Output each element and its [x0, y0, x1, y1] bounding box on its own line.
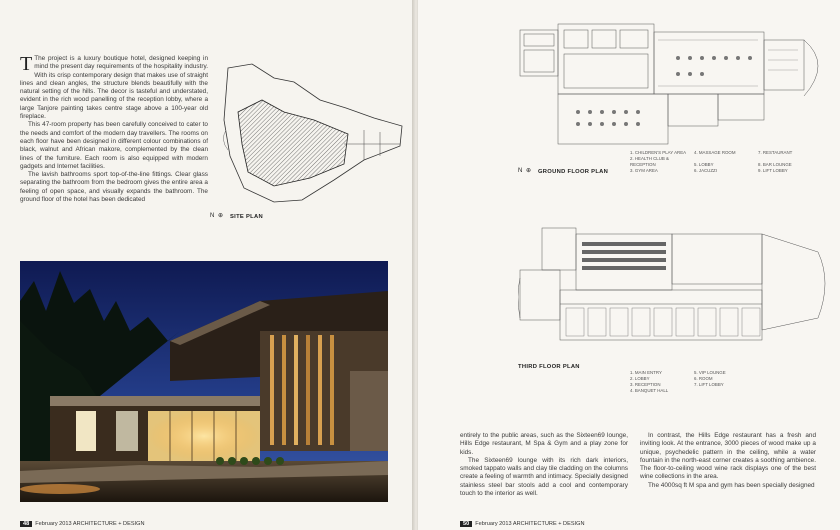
- third-floor-plan-label: THIRD FLOOR PLAN: [518, 364, 580, 370]
- legend-item: 2. LOBBY: [630, 376, 650, 381]
- legend-item: 4. BANQUET HALL: [630, 388, 669, 393]
- article-paragraph: In contrast, the Hills Edge restaurant has a fresh and inviting look. At the entrance, 3000 pieces of wood make up a unique, psychedelic pattern in the ceiling, while a water fountain in the north-east corner creates a soothing ambience. The floor-to-ceiling wood wine rack displays one of the best wine collections in the area.: [640, 432, 816, 481]
- hotel-night-photo: [20, 261, 388, 502]
- legend-item: 4. MASSAGE ROOM: [694, 150, 736, 155]
- drop-cap: T: [20, 53, 33, 75]
- article-paragraph: The 4000sq ft M spa and gym has been specially designed: [648, 481, 815, 489]
- legend-item: 7. LIFT LOBBY: [694, 382, 724, 387]
- legend-item: 7. RESTAURANT: [758, 150, 793, 155]
- article-paragraph: entirely to the public areas, such as the Sixteen69 lounge, Hills Edge restaurant, M Spa & Gym and a play zone for kids.: [460, 432, 628, 456]
- article-paragraph: The lavish bathrooms sport top-of-the-line fittings. Clear glass separating the bathroom from the bedroom gives the entire area a feeling of open space, and visually expands the bathroom. The ground floor of the hotel has been dedicated: [20, 171, 208, 204]
- article-paragraph-text: The project is a luxury boutique hotel, designed keeping in mind the present day requirements of the hospitality industry. With its crisp contemporary design that makes use of straight lines and clean angles, the structure blends beautifully with the natural setting of the hills. The decor is tasteful and understated, evident in the rich wood panelling of the reception lobby, where a large Tanjore painting takes centre stage above a 100-year old fireplace.: [20, 55, 208, 121]
- right-page: [418, 0, 840, 530]
- north-arrow-glyph: ⊕: [218, 213, 224, 219]
- third-floor-legend: [630, 370, 770, 394]
- ground-floor-legend: [630, 150, 830, 174]
- legend-item: 9. LIFT LOBBY: [758, 168, 788, 173]
- ground-floor-plan-label: GROUND FLOOR PLAN: [538, 169, 609, 175]
- legend-item: 6. JACUZZI: [694, 168, 717, 173]
- legend-item: 5. VIP LOUNGE: [694, 370, 726, 375]
- article-body-right-col2: [640, 432, 816, 490]
- legend-item: 2. HEALTH CLUB & RECEPTION: [630, 156, 669, 167]
- north-arrow: N: [210, 213, 215, 219]
- legend-item: 3. RECEPTION: [630, 382, 661, 387]
- article-body-right-col1: [460, 432, 628, 498]
- footer-text: February 2013 ARCHITECTURE + DESIGN: [35, 521, 145, 527]
- article-paragraph: The Sixteen69 lounge with its rich dark interiors, smoked tappato walls and clay tile cladding on the columns create a feeling of warmth and intimacy. Specially designed stainless steel bar stools add a cool and contemporary touch to the interior as well.: [460, 456, 628, 498]
- ground-floor-plan-drawing: [518, 20, 834, 152]
- third-floor-plan-drawing: [518, 222, 834, 354]
- page-number: 48: [20, 521, 32, 527]
- article-paragraph: This 47-room property has been carefully conceived to cater to the needs and comfort of the modern day travellers. The rooms on each floor have been designed in different colour combinations of black, walnut and African makore, complemented by the clean lines of the furniture. Each room is also equipped with modern gadgets and Internet facilities.: [20, 121, 208, 170]
- legend-item: 1. CHILDREN'S PLAY AREA: [630, 150, 687, 155]
- article-paragraph: [20, 55, 208, 121]
- article-body-left: [20, 55, 208, 204]
- legend-item: 1. MAIN ENTRY: [630, 370, 662, 375]
- site-plan-label: SITE PLAN: [230, 214, 263, 220]
- legend-item: 8. BAR LOUNGE: [758, 162, 792, 167]
- north-arrow-glyph: ⊕: [526, 168, 532, 174]
- left-footer: [20, 521, 145, 527]
- legend-item: 5. LOBBY: [694, 162, 714, 167]
- footer-text: February 2013 ARCHITECTURE + DESIGN: [475, 521, 585, 527]
- legend-item: 6. ROOM: [694, 376, 713, 381]
- legend-item: 3. GYM AREA: [630, 168, 658, 173]
- page-number: 50: [460, 521, 472, 527]
- site-plan-drawing: [214, 60, 410, 210]
- right-footer: [460, 521, 585, 527]
- north-arrow: N: [518, 168, 523, 174]
- left-page: [0, 0, 414, 530]
